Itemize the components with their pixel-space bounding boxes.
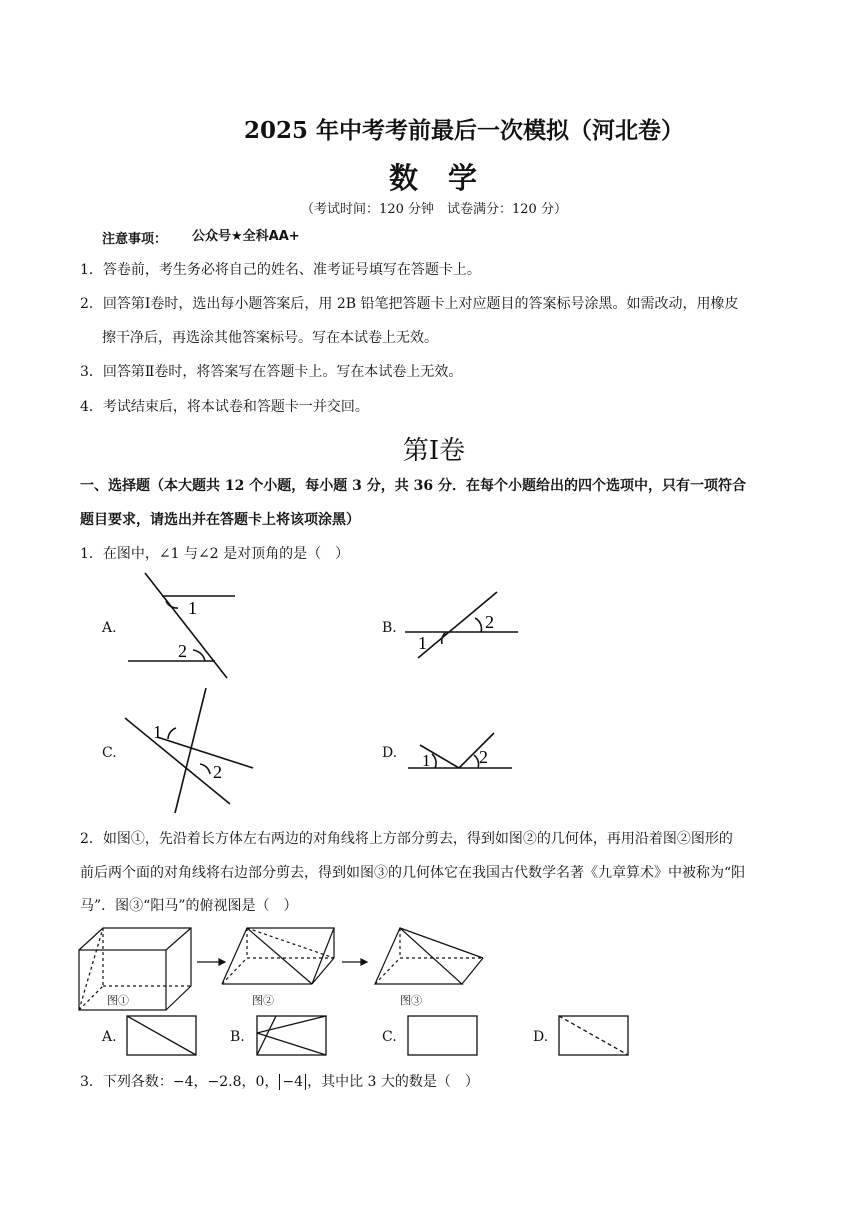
angle-label-1: 1 [422, 751, 431, 770]
notice-label: 注意事项： [102, 232, 168, 247]
section-title: 第Ⅰ卷 [402, 436, 466, 466]
q3-prefix: 3．下列各数：−4，−2.8，0， [80, 1074, 279, 1090]
part-one-heading-cont: 题目要求，请选出并在答题卡上将该项涂黑） [80, 512, 360, 528]
q2-option-c: C. [382, 1029, 397, 1045]
figure-caption-3: 图③ [400, 994, 422, 1007]
q1-figure-b [400, 588, 525, 663]
q1-option-b: B. [382, 620, 397, 636]
subject-title [0, 156, 868, 197]
instruction-3: 3．回答第Ⅱ卷时，将答案写在答题卡上。写在本试卷上无效。 [80, 364, 463, 380]
q2-option-c-figure [407, 1015, 479, 1057]
q2-option-a: A. [102, 1029, 117, 1045]
q2-option-d: D. [533, 1029, 549, 1045]
q3-stem [80, 1073, 479, 1091]
angle-label-2: 2 [485, 612, 494, 632]
instruction-4: 4．考试结束后，将本试卷和答题卡一并交回。 [80, 399, 369, 415]
q3-absolute-value: −4 [279, 1074, 306, 1090]
q3-suffix: ，其中比 3 大的数是（ ） [307, 1074, 479, 1090]
q2-line-3: 马”．图③“阳马”的俯视图是（ ） [80, 898, 298, 914]
angle-label-2: 2 [178, 641, 187, 661]
figure-caption-1: 图① [107, 994, 129, 1007]
angle-label-2: 2 [479, 747, 488, 767]
q1-option-d: D. [382, 745, 398, 761]
subject-char: 数 [388, 161, 420, 195]
angle-label-1: 1 [188, 598, 197, 618]
q1-figure-a [120, 568, 240, 683]
q2-option-a-figure [126, 1015, 198, 1057]
q1-option-a: A. [102, 620, 117, 636]
q2-option-b-figure [256, 1015, 328, 1057]
q2-option-b: B. [230, 1029, 245, 1045]
angle-label-1: 1 [418, 633, 427, 653]
part-one-heading: 一、选择题（本大题共 12 个小题，每小题 3 分，共 36 分．在每个小题给出的四个选项中，只有一项符合 [80, 478, 746, 494]
q1-stem: 1．在图中，∠1 与∠2 是对顶角的是（ ） [80, 546, 350, 562]
watermark-text: 公众号★全科AA+ [192, 229, 300, 244]
q2-line-2: 前后两个面的对角线将右边部分剪去，得到如图③的几何体它在我国古代数学名著《九章算术》中被称为“阳 [80, 865, 746, 881]
q2-option-d-figure [558, 1015, 630, 1057]
q1-figure-d [400, 728, 520, 773]
q1-figure-c [120, 686, 260, 816]
q2-figure-sequence [70, 918, 490, 1013]
angle-label-1: 1 [153, 722, 162, 742]
exam-title: 2025 年中考考前最后一次模拟（河北卷） [243, 117, 685, 144]
instruction-1: 1．答卷前，考生务必将自己的姓名、准考证号填写在答题卡上。 [80, 262, 481, 278]
instruction-2-cont: 擦干净后，再选涂其他答案标号。写在本试卷上无效。 [102, 330, 438, 346]
angle-label-2: 2 [213, 762, 222, 782]
q2-line-1: 2．如图①，先沿着长方体左右两边的对角线将上方部分剪去，得到如图②的几何体，再用沿着图②图形的 [80, 831, 733, 847]
figure-caption-2: 图② [252, 994, 274, 1007]
exam-info: （考试时间：120 分钟 试卷满分：120 分） [301, 202, 567, 217]
q1-option-c: C. [102, 745, 117, 761]
instruction-2: 2．回答第Ⅰ卷时，选出每小题答案后，用 2B 铅笔把答题卡上对应题目的答案标号涂黑。如需改动，用橡皮 [80, 296, 739, 312]
subject-char: 学 [448, 161, 480, 195]
